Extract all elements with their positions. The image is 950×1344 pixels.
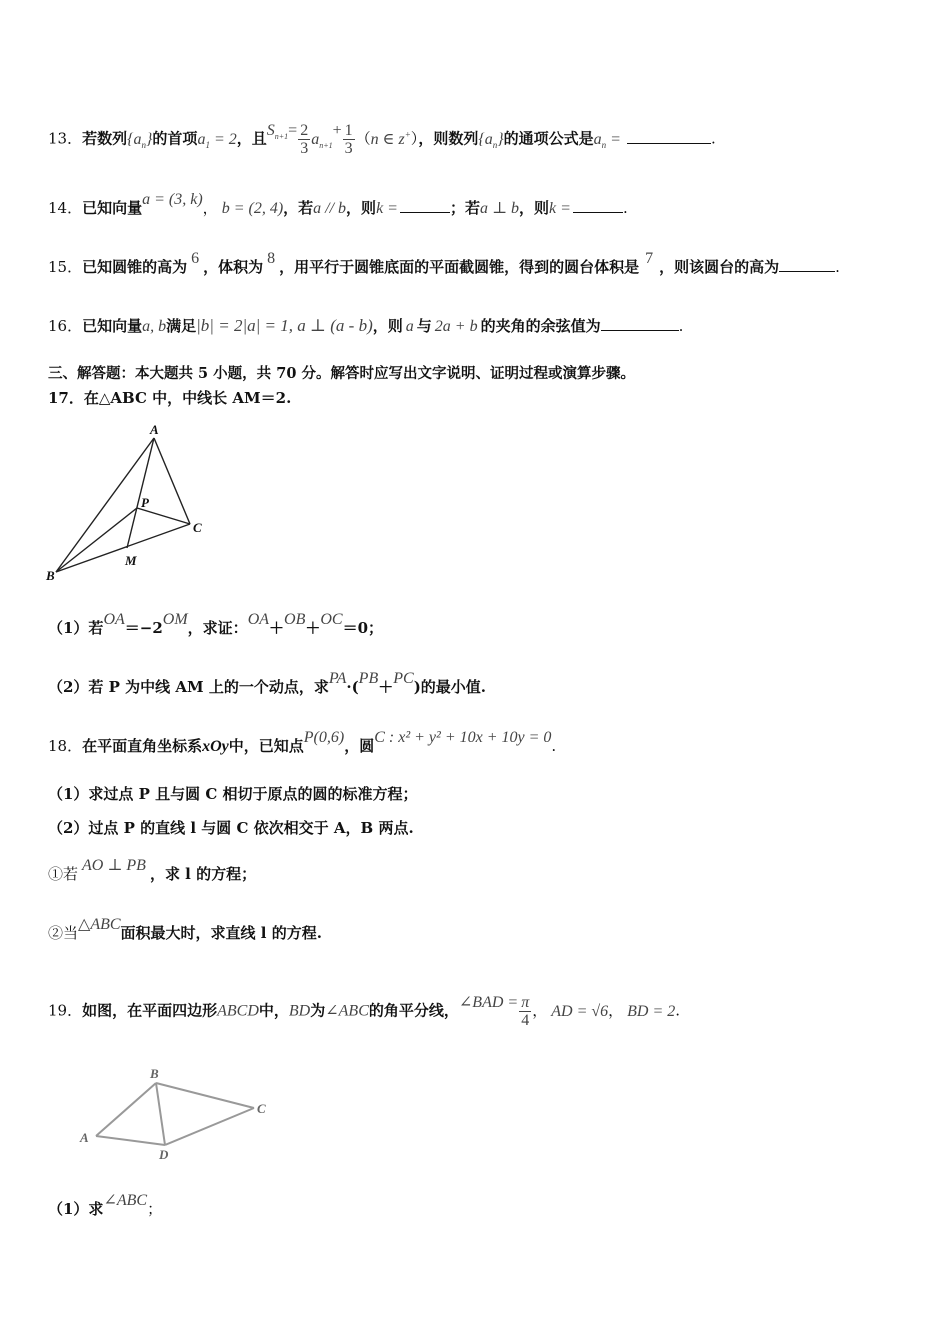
quad-ABCD: ABCD [217, 1002, 259, 1020]
question-15: 15．已知圆锥的高为 6 ，体积为 8 ，用平行于圆锥底面的平面截圆锥，得到的圆台体积是 7 ，则该圆台的高为 . [48, 250, 840, 276]
vec-OA: OA [103, 611, 125, 628]
vectors-ab: a, b [142, 318, 167, 335]
cone-volume: 8 [267, 250, 276, 267]
question-13: 13．若数列$\{a_n\}$的首项$a_1 = 2$，且$S_{n+1}=$ $\frac{2}{3}$ $a_{n+1}+$ $\frac{1}{3}$ （n ∈ z+），则数列$\{a_n\}$的通项公式是$a_n$ = . [48, 121, 716, 157]
diagonal-BD-19 [156, 1083, 165, 1145]
label-B-19: B [150, 1066, 159, 1081]
vec-OB: OB [284, 611, 306, 628]
section-3-heading: 三、解答题：本大题共 5 小题，共 70 分。解答时应写出文字说明、证明过程或演算步骤。 [48, 365, 635, 382]
triangle-ABC: △ABC [78, 916, 121, 933]
fraction-pi-over-4: $\frac{\pi}{4}$ [521, 994, 530, 1029]
answer-blank-15[interactable] [779, 257, 835, 272]
question-17-part-2: （2）若 P 为中线 AM 上的一个动点，求PA·(PB＋PC)的最小值. [48, 670, 487, 696]
label-C: C [193, 520, 202, 535]
question-18-part-2: （2）过点 P 的直线 l 与圆 C 依次相交于 A，B 两点. [48, 819, 414, 837]
edge-DA-19 [96, 1136, 165, 1145]
answer-blank-14b[interactable] [573, 198, 623, 213]
question-18-sub-2: ②当△ABC面积最大时，求直线 l 的方程. [48, 916, 322, 942]
question-19: 19．如图，在平面四边形ABCD中，BD为∠ABC的角平分线，∠BAD = $\frac{\pi}{4}$ ， AD = √6， BD = 2. [48, 993, 681, 1029]
vec-OM: OM [162, 611, 188, 628]
point-P: P(0,6) [303, 729, 345, 746]
segment-PC [137, 508, 190, 524]
label-M: M [125, 553, 137, 568]
answer-blank-14a[interactable] [400, 198, 450, 213]
segment-BD: BD [288, 1002, 311, 1020]
label-C-19: C [257, 1101, 266, 1116]
answer-blank-13[interactable] [627, 129, 711, 144]
edge-AB-19 [96, 1083, 156, 1136]
question-19-part-1: （1）求∠ABC； [48, 1192, 163, 1218]
first-term: $a_1 = 2$ [197, 130, 237, 150]
k-label-2: k = [549, 200, 571, 217]
label-P: P [141, 495, 149, 510]
edge-CD-19 [165, 1108, 254, 1145]
sequence-symbol: $\{a_n\}$ [127, 130, 153, 150]
question-17-part-1: （1）若OA＝−2OM，求证：OA＋OB＋OC＝0； [48, 611, 384, 637]
parallel-condition: a // b [313, 200, 347, 217]
general-term: $a_n$ = [593, 130, 621, 150]
k-label-1: k = [376, 200, 398, 217]
vec-PC: PC [393, 670, 414, 687]
vector-condition: |b| = 2|a| = 1, a ⊥ (a - b) [196, 316, 373, 335]
label-A: A [150, 422, 159, 437]
sequence-symbol-2: $\{a_n\}$ [478, 130, 504, 150]
vector-a-ref: a [405, 318, 414, 335]
edge-AB [56, 438, 154, 572]
question-17-title: 17．在△ABC 中，中线长 AM＝2. [48, 389, 292, 407]
fraction-one-third: $\frac{1}{3}$ [344, 122, 353, 157]
vector-sum: 2a + b [434, 318, 478, 335]
fraction-two-thirds: $\frac{2}{3}$ [300, 122, 309, 157]
label-A-19: A [80, 1130, 89, 1145]
vector-b: b = (2, 4) [221, 200, 284, 217]
coord-system: xOy [202, 738, 229, 755]
question-18-part-1: （1）求过点 P 且与圆 C 相切于原点的圆的标准方程； [48, 785, 418, 803]
cone-height: 6 [191, 250, 200, 267]
label-D-19: D [159, 1147, 169, 1162]
length-AD: AD = √6 [551, 1002, 609, 1020]
edge-AC [154, 438, 190, 524]
label-B: B [46, 568, 55, 583]
angle-BAD: ∠BAD = [458, 993, 519, 1011]
circle-C-equation: C : x² + y² + 10x + 10y = 0 [374, 729, 552, 746]
quadrilateral-figure-19 [72, 1062, 282, 1162]
vec-OC: OC [320, 611, 343, 628]
angle-ABC-ask: ∠ABC [103, 1192, 148, 1209]
condition: n ∈ z+ [370, 129, 411, 148]
vector-a: a = (3, k) [142, 191, 203, 208]
perpendicular-condition: a ⊥ b [479, 200, 520, 217]
vec-PB: PB [358, 670, 379, 687]
term-a-n-plus-1: $a_{n+1}$ [311, 130, 333, 150]
question-18-sub-1: ①若 AO ⊥ PB ，求 l 的方程； [48, 857, 257, 883]
question-16: 16．已知向量a, b满足|b| = 2|a| = 1, a ⊥ (a - b)，则 a 与 2a + b 的夹角的余弦值为 . [48, 316, 684, 335]
edge-BC-19 [156, 1083, 254, 1108]
edge-BC [56, 524, 190, 572]
question-18: 18．在平面直角坐标系xOy中，已知点P(0,6)，圆C : x² + y² + 10x + 10y = 0. [48, 729, 557, 755]
triangle-figure-17 [40, 420, 220, 590]
angle-ABC: ∠ABC [325, 1002, 369, 1020]
vec-OA-2: OA [247, 611, 270, 628]
perp-AO-PB: AO ⊥ PB [82, 857, 146, 874]
vec-PA: PA [328, 670, 347, 687]
answer-blank-16[interactable] [601, 316, 679, 331]
length-BD: BD = 2 [627, 1002, 676, 1020]
median-AM [127, 438, 154, 548]
recurrence-S: $S_{n+1}$ [266, 121, 289, 141]
frustum-volume: 7 [645, 250, 654, 267]
question-14: 14．已知向量a = (3, k)， b = (2, 4)，若a // b，则k = ；若a ⊥ b，则k = . [48, 191, 628, 217]
